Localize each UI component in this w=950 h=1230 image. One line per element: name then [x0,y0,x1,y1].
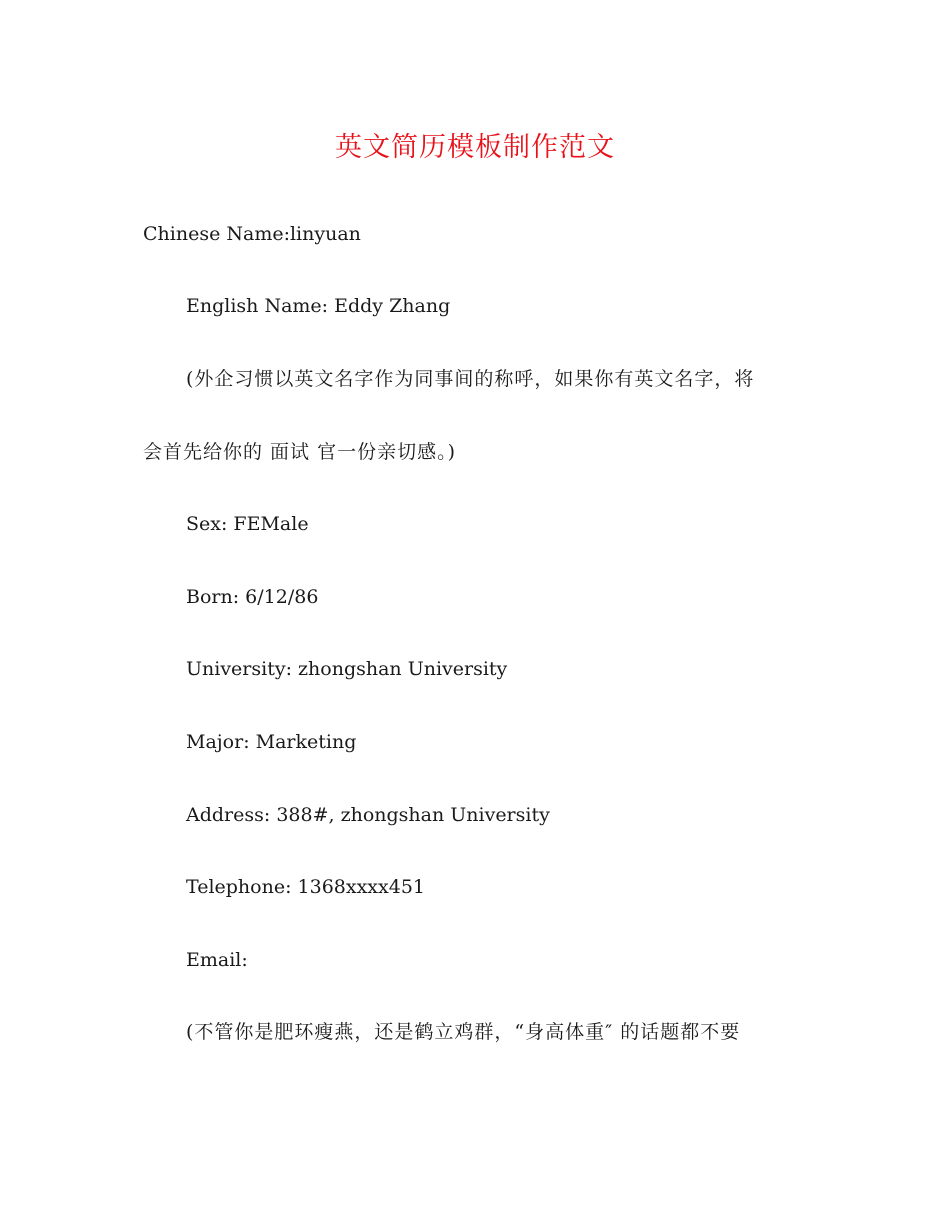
document-title: 英文简历模板制作范文 [335,132,615,163]
height-weight-note-line: (不管你是肥环瘦燕，还是鹤立鸡群，“身高体重″ 的话题都不要 [186,1021,741,1043]
university-line: University: zhongshan University [186,658,508,680]
address-line: Address: 388#, zhongshan University [186,804,550,826]
born-line: Born: 6/12/86 [186,586,319,608]
telephone-line: Telephone: 1368xxxx451 [186,876,426,898]
chinese-name-line: Chinese Name:linyuan [143,223,361,245]
email-line: Email: [186,949,248,971]
english-name-note-line-2: 会首先给你的 面试 官一份亲切感。) [143,441,456,463]
major-line: Major: Marketing [186,731,357,753]
english-name-note-line-1: (外企习惯以英文名字作为同事间的称呼，如果你有英文名字，将 [186,368,755,390]
sex-line: Sex: FEMale [186,513,309,535]
english-name-line: English Name: Eddy Zhang [186,295,451,317]
